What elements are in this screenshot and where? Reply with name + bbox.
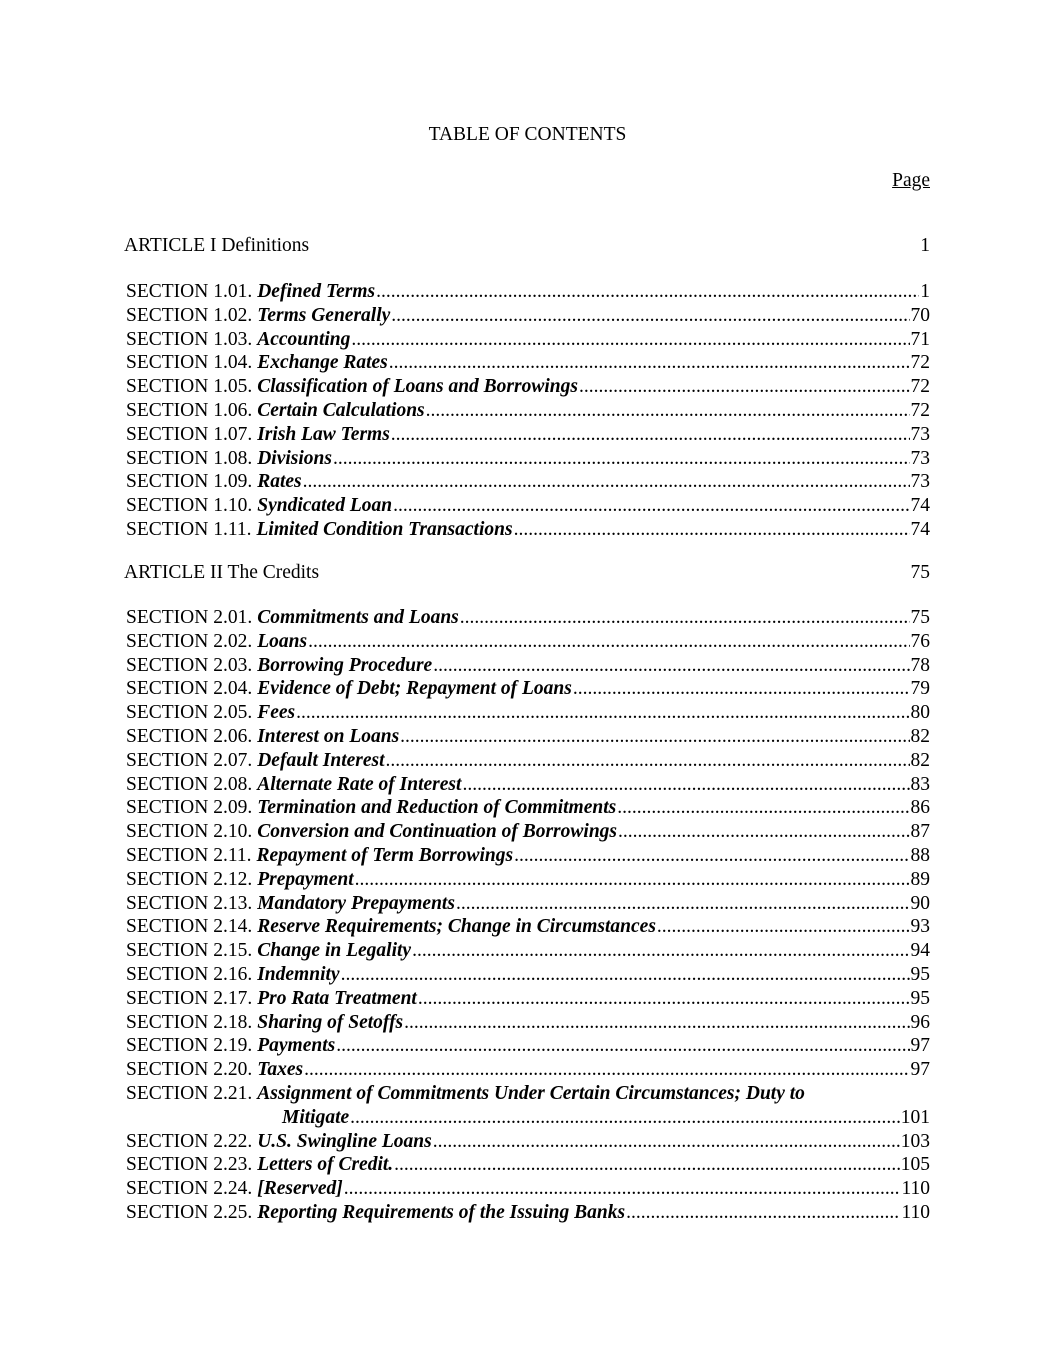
section-title-continued: Mitigate bbox=[282, 1106, 350, 1128]
section-page: 90 bbox=[910, 892, 930, 914]
dot-leader bbox=[573, 677, 910, 701]
section-title: Indemnity bbox=[257, 963, 340, 985]
section-number: SECTION 1.02. bbox=[126, 304, 253, 326]
dot-leader bbox=[433, 1130, 900, 1154]
toc-entry[interactable] bbox=[126, 304, 930, 328]
dot-leader bbox=[303, 470, 910, 494]
dot-leader bbox=[296, 701, 909, 725]
section-page: 88 bbox=[910, 844, 930, 866]
section-number: SECTION 2.12. bbox=[126, 868, 253, 890]
section-page: 73 bbox=[910, 471, 930, 493]
dot-leader bbox=[393, 494, 909, 518]
article-page: 75 bbox=[910, 562, 930, 583]
toc-entry[interactable] bbox=[126, 1011, 930, 1035]
dot-leader bbox=[433, 654, 909, 678]
section-title: Evidence of Debt; Repayment of Loans bbox=[257, 678, 572, 700]
section-page: 71 bbox=[910, 328, 930, 350]
toc-entry[interactable] bbox=[126, 351, 930, 375]
toc-entry[interactable] bbox=[126, 701, 930, 725]
article-heading[interactable] bbox=[124, 235, 930, 259]
toc-entry[interactable] bbox=[126, 1082, 930, 1106]
section-page: 82 bbox=[910, 725, 930, 747]
section-title: Commitments and Loans bbox=[257, 607, 459, 628]
section-number: SECTION 1.05. bbox=[126, 376, 253, 398]
dot-leader bbox=[391, 423, 910, 447]
dot-leader bbox=[386, 749, 910, 773]
dot-leader bbox=[351, 328, 909, 352]
section-page: 94 bbox=[910, 940, 930, 962]
toc-entry[interactable] bbox=[126, 606, 930, 630]
section-page: 75 bbox=[910, 607, 930, 628]
section-page: 72 bbox=[910, 399, 930, 421]
section-title: Taxes bbox=[257, 1059, 304, 1081]
toc-entry[interactable] bbox=[126, 328, 930, 352]
section-title: Exchange Rates bbox=[257, 352, 388, 374]
section-title: Sharing of Setoffs bbox=[257, 1011, 404, 1033]
toc-entry[interactable] bbox=[126, 677, 930, 701]
toc-entry[interactable] bbox=[126, 1034, 930, 1058]
section-page: 95 bbox=[910, 963, 930, 985]
section-title: Termination and Reduction of Commitments bbox=[257, 797, 617, 819]
toc-entry[interactable] bbox=[126, 280, 930, 304]
dot-leader bbox=[514, 518, 910, 542]
section-title: Reserve Requirements; Change in Circumstances bbox=[257, 916, 656, 938]
section-title: Certain Calculations bbox=[257, 399, 425, 421]
section-title: Reporting Requirements of the Issuing Banks bbox=[257, 1201, 626, 1223]
section-number: SECTION 2.04. bbox=[126, 678, 253, 700]
dot-leader bbox=[456, 892, 910, 916]
section-number: SECTION 1.07. bbox=[126, 423, 253, 445]
section-page: 72 bbox=[910, 376, 930, 398]
section-page: 1 bbox=[920, 281, 930, 302]
section-number: SECTION 1.09. bbox=[126, 471, 253, 493]
section-page: 72 bbox=[910, 352, 930, 374]
toc-entry[interactable] bbox=[126, 987, 930, 1011]
dot-leader bbox=[341, 963, 910, 987]
section-page: 103 bbox=[900, 1130, 930, 1152]
dot-leader bbox=[412, 939, 909, 963]
dot-leader bbox=[618, 820, 909, 844]
section-page: 93 bbox=[910, 916, 930, 938]
dot-leader bbox=[304, 1058, 909, 1082]
dot-leader bbox=[626, 1201, 900, 1225]
section-number: SECTION 2.24. bbox=[126, 1178, 253, 1200]
toc-entry[interactable] bbox=[126, 494, 930, 518]
section-page: 78 bbox=[910, 654, 930, 676]
toc-entry[interactable] bbox=[126, 1058, 930, 1082]
section-page: 110 bbox=[901, 1201, 930, 1223]
dot-leader bbox=[376, 280, 919, 304]
dot-leader bbox=[350, 1106, 900, 1130]
section-number: SECTION 2.08. bbox=[126, 773, 253, 795]
section-page: 89 bbox=[910, 868, 930, 890]
toc-entry[interactable] bbox=[126, 749, 930, 773]
dot-leader bbox=[404, 1011, 909, 1035]
section-number: SECTION 1.06. bbox=[126, 399, 253, 421]
dot-leader bbox=[514, 844, 909, 868]
toc-entry[interactable] bbox=[126, 1177, 930, 1201]
section-title: Syndicated Loan bbox=[257, 495, 393, 517]
section-title: Repayment of Term Borrowings bbox=[256, 844, 514, 866]
section-title: Terms Generally bbox=[257, 304, 391, 326]
toc-entry[interactable] bbox=[126, 399, 930, 423]
article-page: 1 bbox=[920, 235, 930, 256]
section-page: 97 bbox=[910, 1035, 930, 1057]
section-number: SECTION 2.25. bbox=[126, 1201, 253, 1223]
section-number: SECTION 2.09. bbox=[126, 797, 253, 819]
section-page: 80 bbox=[910, 702, 930, 724]
section-page: 73 bbox=[910, 447, 930, 469]
section-title: [Reserved] bbox=[257, 1178, 343, 1200]
toc-section-list bbox=[126, 280, 930, 542]
section-page: 86 bbox=[910, 797, 930, 819]
section-title: Defined Terms bbox=[257, 281, 376, 302]
toc-entry[interactable] bbox=[126, 915, 930, 939]
section-page: 95 bbox=[910, 987, 930, 1009]
toc-entry[interactable] bbox=[126, 1201, 930, 1225]
section-page: 96 bbox=[910, 1011, 930, 1033]
toc-entry[interactable] bbox=[126, 963, 930, 987]
section-page: 70 bbox=[910, 304, 930, 326]
section-title: Alternate Rate of Interest bbox=[257, 773, 462, 795]
dot-leader bbox=[391, 304, 909, 328]
section-number: SECTION 1.03. bbox=[126, 328, 253, 350]
section-page: 82 bbox=[910, 749, 930, 771]
article-heading[interactable] bbox=[124, 562, 930, 586]
dot-leader bbox=[418, 987, 910, 1011]
section-number: SECTION 2.06. bbox=[126, 725, 253, 747]
section-number: SECTION 1.10. bbox=[126, 495, 253, 517]
section-page: 74 bbox=[910, 518, 930, 540]
section-page: 87 bbox=[910, 821, 930, 843]
section-number: SECTION 2.16. bbox=[126, 963, 253, 985]
section-number: SECTION 1.08. bbox=[126, 447, 253, 469]
toc-entry[interactable] bbox=[126, 654, 930, 678]
section-number: SECTION 2.19. bbox=[126, 1035, 253, 1057]
page-title: TABLE OF CONTENTS bbox=[428, 124, 627, 145]
toc-entry[interactable] bbox=[126, 375, 930, 399]
toc-entry[interactable] bbox=[126, 868, 930, 892]
dot-leader bbox=[657, 915, 910, 939]
section-title: Limited Condition Transactions bbox=[256, 518, 513, 540]
toc-entry[interactable] bbox=[126, 820, 930, 844]
toc-entry[interactable] bbox=[126, 892, 930, 916]
toc-entry[interactable] bbox=[126, 447, 930, 471]
section-title: Irish Law Terms bbox=[257, 423, 390, 445]
dot-leader bbox=[394, 1153, 900, 1177]
section-title: Pro Rata Treatment bbox=[257, 987, 417, 1009]
section-page: 83 bbox=[910, 773, 930, 795]
section-page: 79 bbox=[910, 678, 930, 700]
dot-leader bbox=[336, 1034, 909, 1058]
toc-entry[interactable] bbox=[126, 470, 930, 494]
toc-entry[interactable] bbox=[126, 773, 930, 797]
section-page: 105 bbox=[900, 1154, 930, 1176]
dot-leader bbox=[617, 796, 909, 820]
article-label: ARTICLE I Definitions bbox=[124, 235, 310, 256]
section-number: SECTION 1.11. bbox=[126, 518, 252, 540]
section-number: SECTION 2.01. bbox=[126, 607, 253, 628]
toc-entry[interactable] bbox=[126, 423, 930, 447]
section-title: Letters of Credit. bbox=[257, 1154, 394, 1176]
section-number: SECTION 2.02. bbox=[126, 630, 253, 652]
section-page: 97 bbox=[910, 1059, 930, 1081]
page-column-header: Page bbox=[892, 170, 930, 191]
dot-leader bbox=[579, 375, 910, 399]
section-title: Prepayment bbox=[257, 868, 354, 890]
section-number: SECTION 2.11. bbox=[126, 844, 252, 866]
section-title: Payments bbox=[257, 1035, 336, 1057]
toc-entry[interactable] bbox=[126, 1153, 930, 1177]
section-page: 74 bbox=[910, 495, 930, 517]
section-title: Fees bbox=[257, 702, 296, 724]
dot-leader bbox=[460, 606, 910, 630]
section-number: SECTION 2.21. bbox=[126, 1082, 253, 1104]
section-number: SECTION 2.22. bbox=[126, 1130, 253, 1152]
section-title: Mandatory Prepayments bbox=[257, 892, 455, 914]
section-title: Assignment of Commitments Under Certain Circumstances; Duty to bbox=[257, 1082, 805, 1104]
section-number: SECTION 2.15. bbox=[126, 940, 253, 962]
section-number: SECTION 2.07. bbox=[126, 749, 253, 771]
toc-entry[interactable] bbox=[126, 939, 930, 963]
dot-leader bbox=[426, 399, 910, 423]
section-number: SECTION 1.04. bbox=[126, 352, 253, 374]
section-title: Divisions bbox=[257, 447, 332, 469]
section-title: Conversion and Continuation of Borrowings bbox=[257, 821, 618, 843]
section-title: Interest on Loans bbox=[257, 725, 400, 747]
dot-leader bbox=[333, 447, 910, 471]
section-title: Rates bbox=[257, 471, 302, 493]
dot-leader bbox=[344, 1177, 901, 1201]
section-number: SECTION 2.20. bbox=[126, 1059, 253, 1081]
dot-leader bbox=[355, 868, 910, 892]
section-number: SECTION 2.23. bbox=[126, 1154, 253, 1176]
toc-entry-continuation[interactable] bbox=[126, 1106, 930, 1130]
section-number: SECTION 2.10. bbox=[126, 821, 253, 843]
toc-entry[interactable] bbox=[126, 796, 930, 820]
section-title: Loans bbox=[257, 630, 308, 652]
article-label: ARTICLE II The Credits bbox=[124, 562, 320, 583]
section-number: SECTION 2.03. bbox=[126, 654, 253, 676]
section-title: Change in Legality bbox=[257, 940, 412, 962]
section-title: Default Interest bbox=[257, 749, 385, 771]
dot-leader bbox=[462, 773, 909, 797]
section-number: SECTION 2.05. bbox=[126, 702, 253, 724]
section-page: 76 bbox=[910, 630, 930, 652]
section-page: 73 bbox=[910, 423, 930, 445]
section-number: SECTION 2.17. bbox=[126, 987, 253, 1009]
toc-entry[interactable] bbox=[126, 518, 930, 542]
toc-entry[interactable] bbox=[126, 725, 930, 749]
toc-entry[interactable] bbox=[126, 844, 930, 868]
dot-leader bbox=[308, 630, 909, 654]
section-title: Accounting bbox=[257, 328, 351, 350]
toc-entry[interactable] bbox=[126, 630, 930, 654]
section-title: U.S. Swingline Loans bbox=[257, 1130, 432, 1152]
section-page: 110 bbox=[901, 1178, 930, 1200]
section-page: 101 bbox=[900, 1106, 930, 1128]
section-number: SECTION 2.18. bbox=[126, 1011, 253, 1033]
section-number: SECTION 1.01. bbox=[126, 281, 253, 302]
section-title: Classification of Loans and Borrowings bbox=[257, 376, 578, 398]
toc-section-list bbox=[126, 606, 930, 1225]
section-number: SECTION 2.13. bbox=[126, 892, 253, 914]
dot-leader bbox=[400, 725, 909, 749]
toc-entry[interactable] bbox=[126, 1130, 930, 1154]
section-title: Borrowing Procedure bbox=[257, 654, 433, 676]
dot-leader bbox=[389, 351, 910, 375]
section-number: SECTION 2.14. bbox=[126, 916, 253, 938]
